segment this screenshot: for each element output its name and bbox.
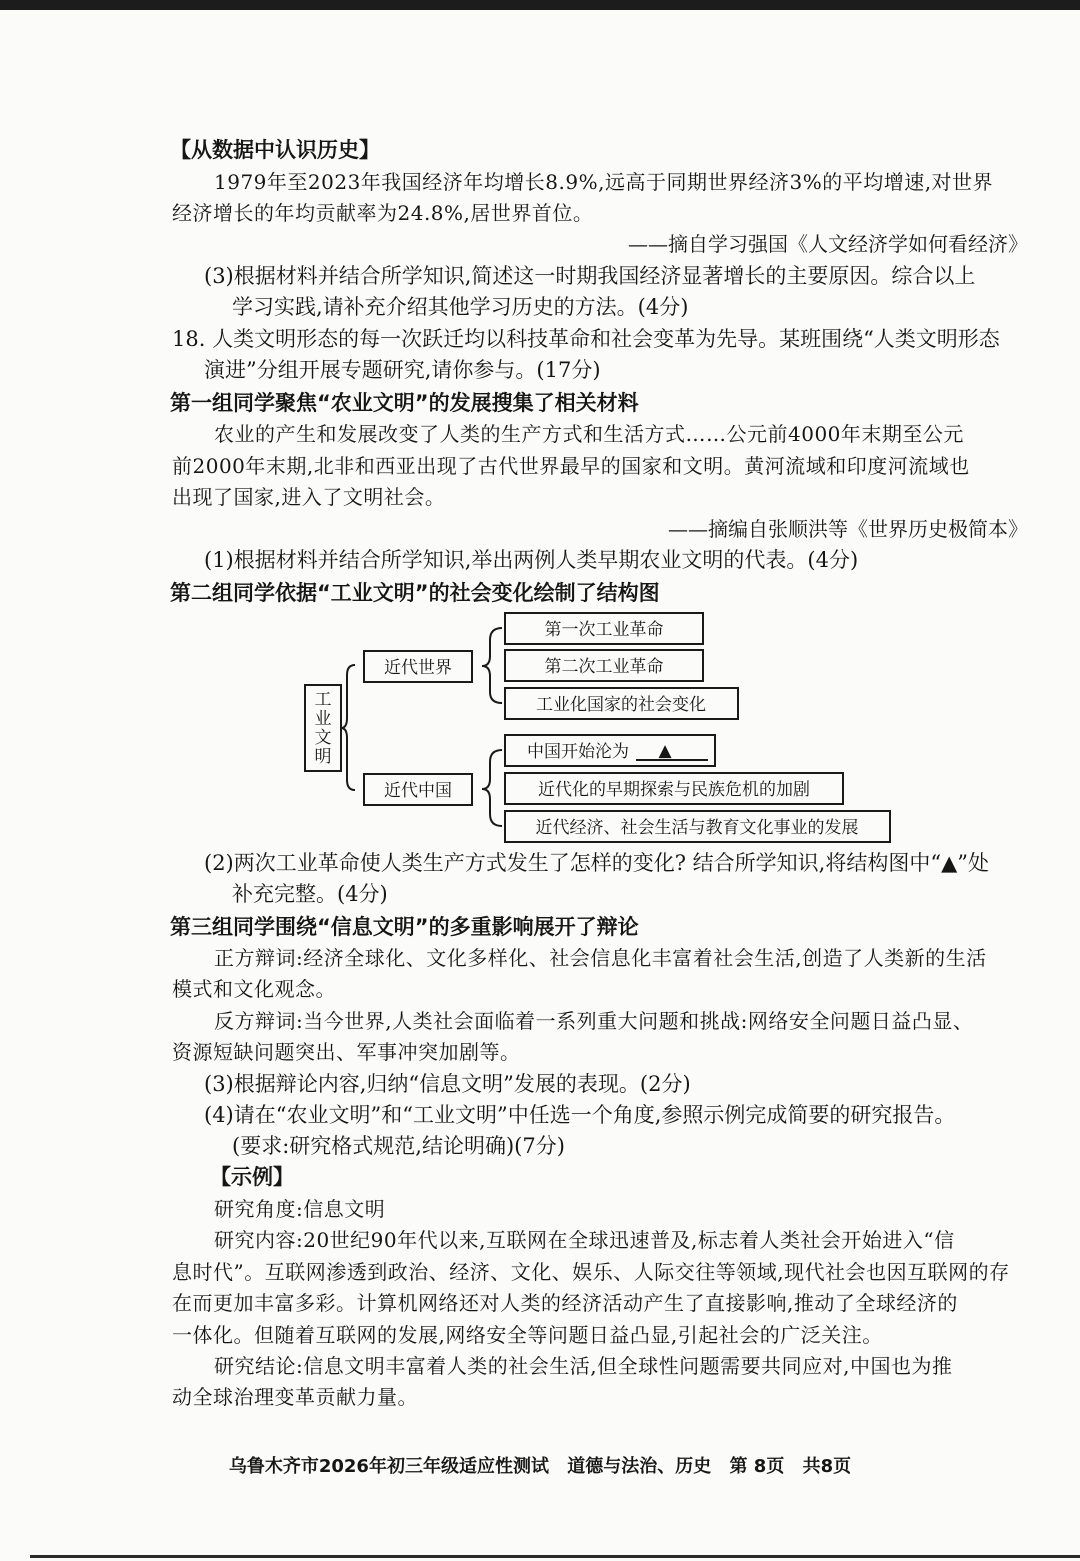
group1-heading: 第一组同学聚焦“农业文明”的发展搜集了相关材料 <box>170 391 639 415</box>
material-text: 出现了国家,进入了文明社会。 <box>172 485 446 509</box>
china-item-label: 近代化的早期探索与民族危机的加剧 <box>538 780 810 800</box>
example-text: 息时代”。互联网渗透到政治、经济、文化、娱乐、人际交往等领域,现代社会也因互联网的存 <box>172 1260 1010 1284</box>
branch-label-world: 近代世界 <box>384 658 452 678</box>
footer-exam-title: 乌鲁木齐市2026年初三年级适应性测试 <box>228 1456 549 1477</box>
question-text: (4)请在“农业文明”和“工业文明”中任选一个角度,参照示例完成简要的研究报告。 <box>204 1103 956 1127</box>
question-18-stem: 18. 人类文明形态的每一次跃迁均以科技革命和社会变革为先导。某班围绕“人类文明形态 <box>172 327 1000 351</box>
example-text: 一体化。但随着互联网的发展,网络安全等问题日益凸显,引起社会的广泛关注。 <box>172 1323 883 1347</box>
branch-label-china: 近代中国 <box>384 781 452 801</box>
question-text: 学习实践,请补充介绍其他学习历史的方法。(4分) <box>232 295 689 319</box>
footer-subject: 道德与法治、历史 <box>567 1456 712 1477</box>
question-18-stem: 演进”分组开展专题研究,请你参与。(17分) <box>204 358 601 382</box>
group3-heading: 第三组同学围绕“信息文明”的多重影响展开了辩论 <box>170 915 639 939</box>
root-char: 文 <box>314 728 332 748</box>
debate-pro: 模式和文化观念。 <box>172 977 336 1001</box>
material-source: ——摘编自张顺洪等《世界历史极简本》 <box>668 517 1028 541</box>
example-text: 研究内容:20世纪90年代以来,互联网在全球迅速普及,标志着人类社会开始进入“信 <box>214 1228 955 1252</box>
material-text: 1979年至2023年我国经济年均增长8.9%,远高于同期世界经济3%的平均增速,对世界 <box>214 170 994 194</box>
world-item-label: 工业化国家的社会变化 <box>536 695 706 715</box>
root-char: 工 <box>314 690 332 710</box>
example-label: 【示例】 <box>210 1165 294 1189</box>
material-text: 农业的产生和发展改变了人类的生产方式和生活方式……公元前4000年末期至公元 <box>214 422 964 446</box>
root-char: 业 <box>314 709 332 729</box>
debate-con: 资源短缺问题突出、军事冲突加剧等。 <box>172 1040 521 1064</box>
debate-pro: 正方辩词:经济全球化、文化多样化、社会信息化丰富着社会生活,创造了人类新的生活 <box>214 946 987 970</box>
material-text: 经济增长的年均贡献率为24.8%,居世界首位。 <box>172 201 594 225</box>
china-item-label: 近代经济、社会生活与教育文化事业的发展 <box>535 818 859 838</box>
question-text: 补充完整。(4分) <box>232 882 388 906</box>
example-text: 研究结论:信息文明丰富着人类的社会生活,但全球性问题需要共同应对,中国也为推 <box>214 1354 953 1378</box>
page-footer <box>0 1452 1080 1478</box>
footer-page-number: 第 8页 <box>729 1456 785 1477</box>
question-text: (1)根据材料并结合所学知识,举出两例人类早期农业文明的代表。(4分) <box>204 548 859 572</box>
example-text: 研究角度:信息文明 <box>214 1197 386 1221</box>
debate-con: 反方辩词:当今世界,人类社会面临着一系列重大问题和挑战:网络安全问题日益凸显、 <box>214 1009 974 1033</box>
root-char: 明 <box>314 747 332 767</box>
world-item-label: 第二次工业革命 <box>544 657 664 677</box>
material-source: ——摘自学习强国《人文经济学如何看经济》 <box>628 232 1028 256</box>
group2-heading: 第二组同学依据“工业文明”的社会变化绘制了结构图 <box>170 581 660 605</box>
example-text: 在而更加丰富多彩。计算机网络还对人类的经济活动产生了直接影响,推动了全球经济的 <box>172 1291 958 1315</box>
world-item-label: 第一次工业革命 <box>544 620 664 640</box>
footer-page-total: 共8页 <box>802 1456 852 1477</box>
example-text: 动全球治理变革贡献力量。 <box>172 1385 418 1409</box>
material-text: 前2000年末期,北非和西亚出现了古代世界最早的国家和文明。黄河流域和印度河流域也 <box>172 454 970 478</box>
question-text: (2)两次工业革命使人类生产方式发生了怎样的变化? 结合所学知识,将结构图中“▲”处 <box>204 851 989 875</box>
question-text: (3)根据材料并结合所学知识,简述这一时期我国经济显著增长的主要原因。综合以上 <box>204 264 976 288</box>
section-heading: 【从数据中认识历史】 <box>170 138 380 162</box>
answer-blank-marker: ▲ <box>658 741 672 761</box>
question-text: (要求:研究格式规范,结论明确)(7分) <box>232 1134 565 1158</box>
china-item-label: 中国开始沦为 <box>527 742 629 762</box>
scan-bottom-edge <box>30 1555 1080 1558</box>
question-text: (3)根据辩论内容,归纳“信息文明”发展的表现。(2分) <box>204 1072 691 1096</box>
